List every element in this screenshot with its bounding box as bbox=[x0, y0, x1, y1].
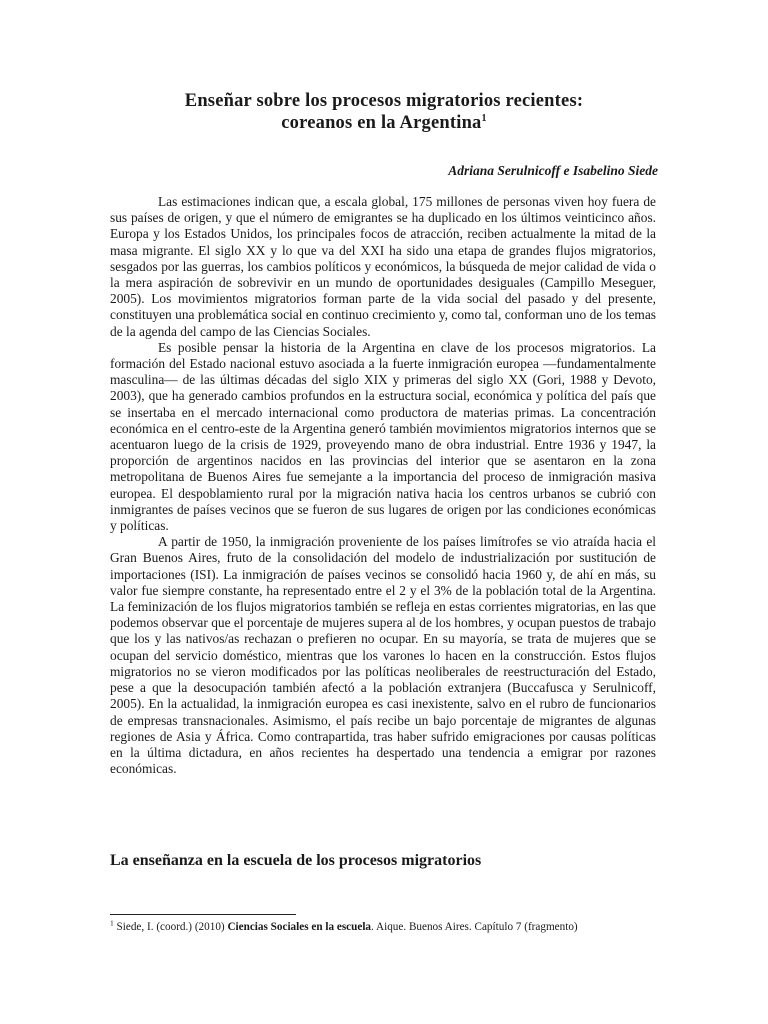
title-line-2 bbox=[110, 112, 658, 134]
title-line-1: Enseñar sobre los procesos migratorios recientes: bbox=[184, 91, 584, 111]
paragraph-3: A partir de 1950, la inmigración proveniente de los países limítrofes se vio atraída hacia el Gran Buenos Aires, fruto de la consolidación del modelo de industrialización por sustitución de importaciones (ISI). La inmigración de países vecinos se consolidó hacia 1960 y, de ahí en más, su valor fue siempre constante, ha representado entre el 2 y el 3% de la población total de la Argentina. La feminización de los flujos migratorios también se refleja en estas corrientes migratorias, en las que podemos observar que el porcentaje de mujeres supera al de los hombres, y ocupan puestos de trabajo que los y las nativos/as rechazan o prefieren no ocupar. En su mayoría, se trata de mujeres que se ocupan del servicio doméstico, mientras que los varones lo hacen en la construcción. Estos flujos migratorios no se vieron modificados por las políticas neoliberales de reestructuración del Estado, pese a que la desocupación también afectó a la población extranjera (Buccafusca y Serulnicoff, 2005). En la actualidad, la inmigración europea es casi inexistente, salvo en el rubro de funcionarios de empresas transnacionales. Asimismo, el país recibe un bajo porcentaje de migrantes de algunas regiones de Asia y África. Como contrapartida, tras haber sufrido emigraciones por causas políticas en la última dictadura, en años recientes ha despertado una tendencia a emigrar por razones económicas. bbox=[110, 534, 656, 777]
document-title bbox=[110, 90, 658, 134]
footnote-text-before: Siede, I. (coord.) (2010) bbox=[113, 921, 228, 933]
footnote-separator bbox=[110, 914, 296, 915]
footnote-book-title: Ciencias Sociales en la escuela bbox=[227, 921, 372, 933]
paragraph-2: Es posible pensar la historia de la Argentina en clave de los procesos migratorios. La formación del Estado nacional estuvo asociada a la fuerte inmigración europea —fundamentalmente masculina— de las últimas décadas del siglo XIX y primeras del siglo XX (Gori, 1988 y Devoto, 2003), que ha generado cambios profundos en la estructura social, económica y política del país que se insertaba en el mercado internacional como productora de materias primas. La concentración económica en el centro-este de la Argentina generó también movimientos migratorios internos que se acentuaron luego de la crisis de 1929, proveyendo mano de obra industrial. Entre 1936 y 1947, la proporción de argentinos nacidos en las provincias del interior que se asentaron en la zona metropolitana de Buenos Aires fue semejante a la importancia del proceso de inmigración masiva europea. El despoblamiento rural por la migración nativa hacia los centros urbanos se cubrió con inmigrantes de países vecinos que se fueron de sus lugares de origen por las condiciones económicas y políticas. bbox=[110, 339, 656, 534]
paragraph-1: Las estimaciones indican que, a escala global, 175 millones de personas viven hoy fuera de sus países de origen, y que el número de emigrantes se ha duplicado en los últimos veinticinco años. Europa y los Estados Unidos, los principales focos de atracción, reciben actualmente la mitad de la masa migrante. El siglo XX y lo que va del XXI ha sido una etapa de grandes flujos migratorios, sesgados por las guerras, los cambios políticos y económicos, la búsqueda de mejor calidad de vida o la mera aspiración de sobrevivir en un mundo de oportunidades desiguales (Campillo Meseguer, 2005). Los movimientos migratorios forman parte de la vida social del pasado y del presente, constituyen una problemática social en continuo crecimiento y, como tal, conforman uno de los temas de la agenda del campo de las Ciencias Sociales. bbox=[110, 194, 656, 339]
footnote-text-after: . Aique. Buenos Aires. Capítulo 7 (fragmento) bbox=[371, 921, 578, 933]
title-line-2-text: coreanos en la Argentina bbox=[281, 113, 482, 133]
authors: Adriana Serulnicoff e Isabelino Siede bbox=[448, 163, 658, 178]
title-footnote-mark: 1 bbox=[481, 112, 487, 124]
footnote-mark: 1 bbox=[110, 918, 114, 928]
footnote bbox=[110, 920, 670, 934]
body-text bbox=[110, 194, 656, 777]
section-heading: La enseñanza en la escuela de los procesos migratorios bbox=[110, 852, 482, 869]
